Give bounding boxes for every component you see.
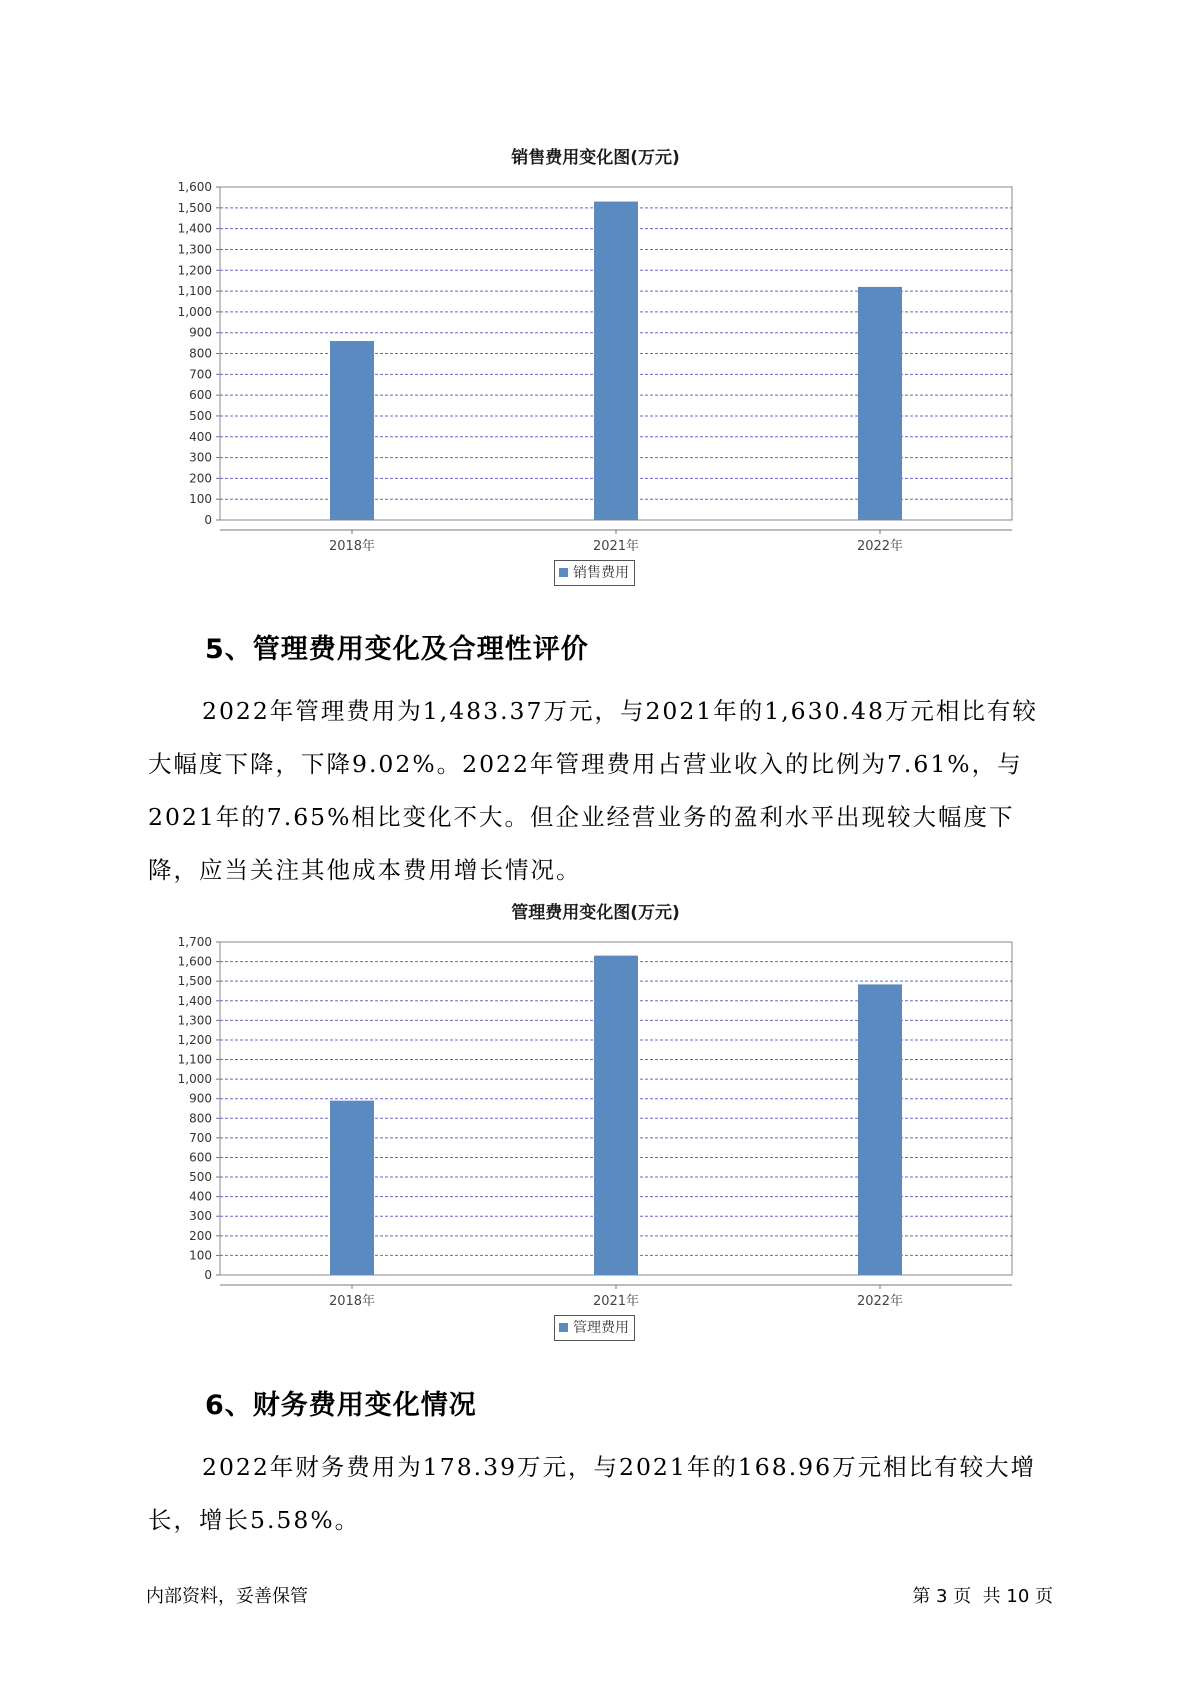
y-tick-label: 400 bbox=[189, 1189, 212, 1204]
legend-label: 销售费用 bbox=[573, 565, 629, 581]
y-tick-label: 200 bbox=[189, 1228, 212, 1243]
chart-title-admin: 管理费用变化图(万元) bbox=[511, 903, 680, 923]
y-tick-label: 100 bbox=[189, 492, 212, 507]
x-tick-label: 2021年 bbox=[592, 1294, 640, 1309]
y-tick-label: 1,100 bbox=[177, 1052, 212, 1067]
y-tick-label: 500 bbox=[189, 1170, 212, 1185]
bar-2018年 bbox=[330, 1101, 374, 1275]
x-tick-label: 2018年 bbox=[328, 1294, 376, 1309]
section6-paragraph: 2022年财务费用为178.39万元，与2021年的168.96万元相比有较大增长，增长5.58%。 bbox=[148, 1453, 1037, 1534]
y-tick-label: 900 bbox=[189, 1091, 212, 1106]
y-tick-label: 400 bbox=[189, 429, 212, 444]
x-tick-label: 2022年 bbox=[856, 1294, 904, 1309]
y-tick-label: 1,300 bbox=[177, 242, 212, 257]
bar-2018年 bbox=[330, 341, 374, 520]
y-tick-label: 1,400 bbox=[177, 993, 212, 1008]
admin-expense-bar-chart bbox=[0, 930, 1191, 1310]
x-tick-label: 2018年 bbox=[328, 539, 376, 554]
bar-2022年 bbox=[858, 984, 902, 1275]
y-tick-label: 1,400 bbox=[177, 221, 212, 236]
sales-expense-bar-chart bbox=[0, 175, 1191, 555]
bar-2021年 bbox=[594, 202, 638, 520]
x-tick-label: 2021年 bbox=[592, 539, 640, 554]
section6-heading: 6、财务费用变化情况 bbox=[205, 1390, 477, 1421]
y-tick-label: 1,200 bbox=[177, 1032, 212, 1047]
y-tick-label: 0 bbox=[204, 1268, 212, 1282]
y-tick-label: 600 bbox=[189, 1150, 212, 1165]
y-tick-label: 1,500 bbox=[177, 974, 212, 989]
y-tick-label: 1,500 bbox=[177, 200, 212, 215]
bar-2022年 bbox=[858, 287, 902, 520]
section5-heading: 5、管理费用变化及合理性评价 bbox=[205, 634, 589, 665]
y-tick-label: 100 bbox=[189, 1248, 212, 1263]
y-tick-label: 800 bbox=[189, 346, 212, 361]
y-tick-label: 1,700 bbox=[177, 935, 212, 949]
y-tick-label: 700 bbox=[189, 367, 212, 382]
y-tick-label: 200 bbox=[189, 471, 212, 486]
bar-2021年 bbox=[594, 956, 638, 1275]
legend-label: 管理费用 bbox=[573, 1320, 629, 1336]
y-tick-label: 1,600 bbox=[177, 180, 212, 194]
y-tick-label: 1,300 bbox=[177, 1013, 212, 1028]
footer-left: 内部资料，妥善保管 bbox=[146, 1586, 308, 1607]
footer-page-number: 第 3 页 共 10 页 bbox=[912, 1586, 1053, 1607]
section5-paragraph: 2022年管理费用为1,483.37万元，与2021年的1,630.48万元相比有较大幅度下降，下降9.02%。2022年管理费用占营业收入的比例为7.61%，与2021年的7.65%相比变化不大。但企业经营业务的盈利水平出现较大幅度下降，应当关注其他成本费用增长情况。 bbox=[148, 697, 1038, 884]
y-tick-label: 1,200 bbox=[177, 263, 212, 278]
legend-sales bbox=[554, 560, 635, 586]
y-tick-label: 1,600 bbox=[177, 954, 212, 969]
y-tick-label: 300 bbox=[189, 1209, 212, 1224]
chart-title-sales: 销售费用变化图(万元) bbox=[511, 148, 680, 168]
y-tick-label: 300 bbox=[189, 450, 212, 465]
y-tick-label: 1,000 bbox=[177, 304, 212, 319]
y-tick-label: 500 bbox=[189, 408, 212, 423]
y-tick-label: 700 bbox=[189, 1130, 212, 1145]
y-tick-label: 1,000 bbox=[177, 1072, 212, 1087]
y-tick-label: 800 bbox=[189, 1111, 212, 1126]
x-tick-label: 2022年 bbox=[856, 539, 904, 554]
y-tick-label: 600 bbox=[189, 388, 212, 403]
legend-admin bbox=[554, 1315, 635, 1341]
y-tick-label: 900 bbox=[189, 325, 212, 340]
legend-swatch bbox=[559, 1323, 568, 1332]
legend-swatch bbox=[559, 568, 568, 577]
y-tick-label: 1,100 bbox=[177, 284, 212, 299]
y-tick-label: 0 bbox=[204, 513, 212, 527]
